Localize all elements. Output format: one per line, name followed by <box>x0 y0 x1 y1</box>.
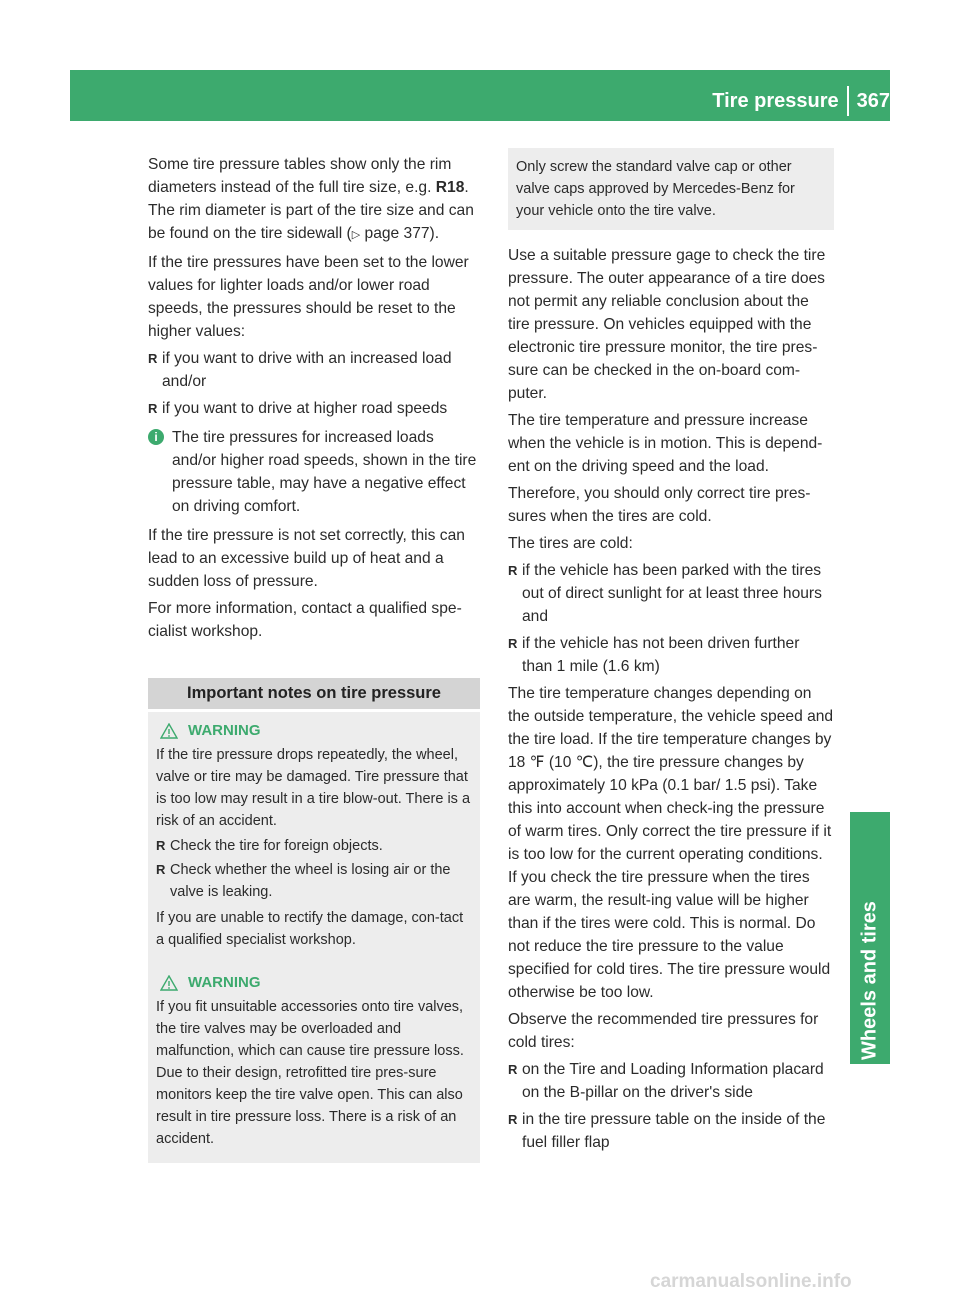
page-ref-link[interactable]: page 377). <box>360 225 440 242</box>
paragraph-more-info: For more information, contact a qualified spe-cialist workshop. <box>148 600 462 640</box>
page-header <box>712 88 890 114</box>
warning-header <box>156 972 472 994</box>
bullet-list-cold-conditions <box>508 559 834 678</box>
warning-triangle-icon <box>160 975 178 991</box>
list-item: R in the tire pressure table on the inside of the fuel filler flap <box>508 1108 834 1154</box>
warning-label: WARNING <box>188 722 261 739</box>
left-column <box>148 153 480 647</box>
rim-size-example: R18 <box>435 179 465 196</box>
header-separator <box>847 86 849 116</box>
paragraph-recommended-pressures: Observe the recommended tire pressures for cold tires: <box>508 1011 819 1051</box>
info-icon: i <box>148 429 164 445</box>
info-note <box>148 426 480 518</box>
warning-triangle-icon <box>160 723 178 739</box>
warning-box-damage <box>148 712 480 964</box>
chapter-label: Wheels and tires <box>858 901 881 1060</box>
warning-box-accessories <box>148 964 480 1163</box>
page-title: Tire pressure <box>712 89 839 112</box>
watermark: carmanualsonline.info <box>650 1271 852 1292</box>
warning-text: If you fit unsuitable accessories onto tire valves, the tire valves may be overloaded and malfunction, which can cause tire pressure loss. Due to their design, retrofitted tire pres-sure monitors keep the tire valve open. This can also result in tire pressure loss. There is a risk of an accident. <box>156 999 464 1147</box>
note-box-valve-caps: Only screw the standard valve cap or other valve caps approved by Mercedes-Benz for your vehicle onto the tire valve. <box>508 148 834 230</box>
bullet-list-higher-values <box>148 347 480 420</box>
right-column <box>508 244 834 1158</box>
warning-bullet-list <box>156 835 472 903</box>
paragraph-pressure-gage: Use a suitable pressure gage to check the tire pressure. The outer appearance of a tire does not permit any reliable conclusion about the tire pressure. On vehicles equipped with the electronic tire pressure monitor, the tire pres-sure can be checked in the on-board com-puter. <box>508 247 826 402</box>
page-number: 367 <box>856 89 890 112</box>
warning-text: If the tire pressure drops repeatedly, the wheel, valve or tire may be damaged. Tire pressure that is too low may result in a tire blow-out. There is a risk of an accident. <box>156 747 471 829</box>
info-note-text: The tire pressures for increased loads and/or higher road speeds, shown in the tire pressure table, may have a negative effect on driving comfort. <box>172 429 477 515</box>
paragraph-reset-pressures: If the tire pressures have been set to the lower values for lighter loads and/or lower road speeds, the pressures should be reset to the higher values: <box>148 254 469 340</box>
bullet-list-pressure-locations <box>508 1058 834 1154</box>
list-item: R if the vehicle has been parked with the tires out of direct sunlight for at least three hours and <box>508 559 834 628</box>
list-item: R if you want to drive at higher road speeds <box>148 397 480 420</box>
list-item: R Check whether the wheel is losing air or the valve is leaking. <box>156 859 472 903</box>
paragraph-incorrect-pressure: If the tire pressure is not set correctly, this can lead to an excessive build up of heat and a sudden loss of pressure. <box>148 527 465 590</box>
warning-header <box>156 720 472 742</box>
paragraph-tires-cold: The tires are cold: <box>508 535 633 552</box>
list-item: R on the Tire and Loading Information placard on the B-pillar on the driver's side <box>508 1058 834 1104</box>
paragraph-rim-diameter: Some tire pressure tables show only the rim diameters instead of the full tire size, e.g. R18. The rim diameter is part of the tire size and can be found on the tire sidewall (▷ page 377). <box>148 156 474 242</box>
paragraph-temperature-changes: The tire temperature changes depending on the outside temperature, the vehicle speed and the tire load. If the tire temperature changes by 18 ℉ (10 ℃), the tire pressure changes by approximately 10 kPa (0.1 bar/ 1.5 psi). Take this into account when check-ing the pressure of warm tires. Only correct the tire pressure if it is too low for the current operating conditions. If you check the tire pressure when the tires are warm, the result-ing value will be higher than if the tires were cold. This is normal. Do not reduce the tire pressure to the value specified for cold tires. The tire pressure would otherwise be too low. <box>508 685 834 1001</box>
paragraph-temperature-increase: The tire temperature and pressure increase when the vehicle is in motion. This is depend-ent on the driving speed and the load. <box>508 412 823 475</box>
section-heading: Important notes on tire pressure <box>148 678 480 709</box>
warning-label: WARNING <box>188 974 261 991</box>
list-item: R if you want to drive with an increased load and/or <box>148 347 480 393</box>
page-ref-icon: ▷ <box>351 229 361 241</box>
list-item: R if the vehicle has not been driven further than 1 mile (1.6 km) <box>508 632 834 678</box>
paragraph-correct-when-cold: Therefore, you should only correct tire pres-sures when the tires are cold. <box>508 485 811 525</box>
list-item: R Check the tire for foreign objects. <box>156 835 472 857</box>
warning-footer-text: If you are unable to rectify the damage, con-tact a qualified specialist workshop. <box>156 910 464 948</box>
